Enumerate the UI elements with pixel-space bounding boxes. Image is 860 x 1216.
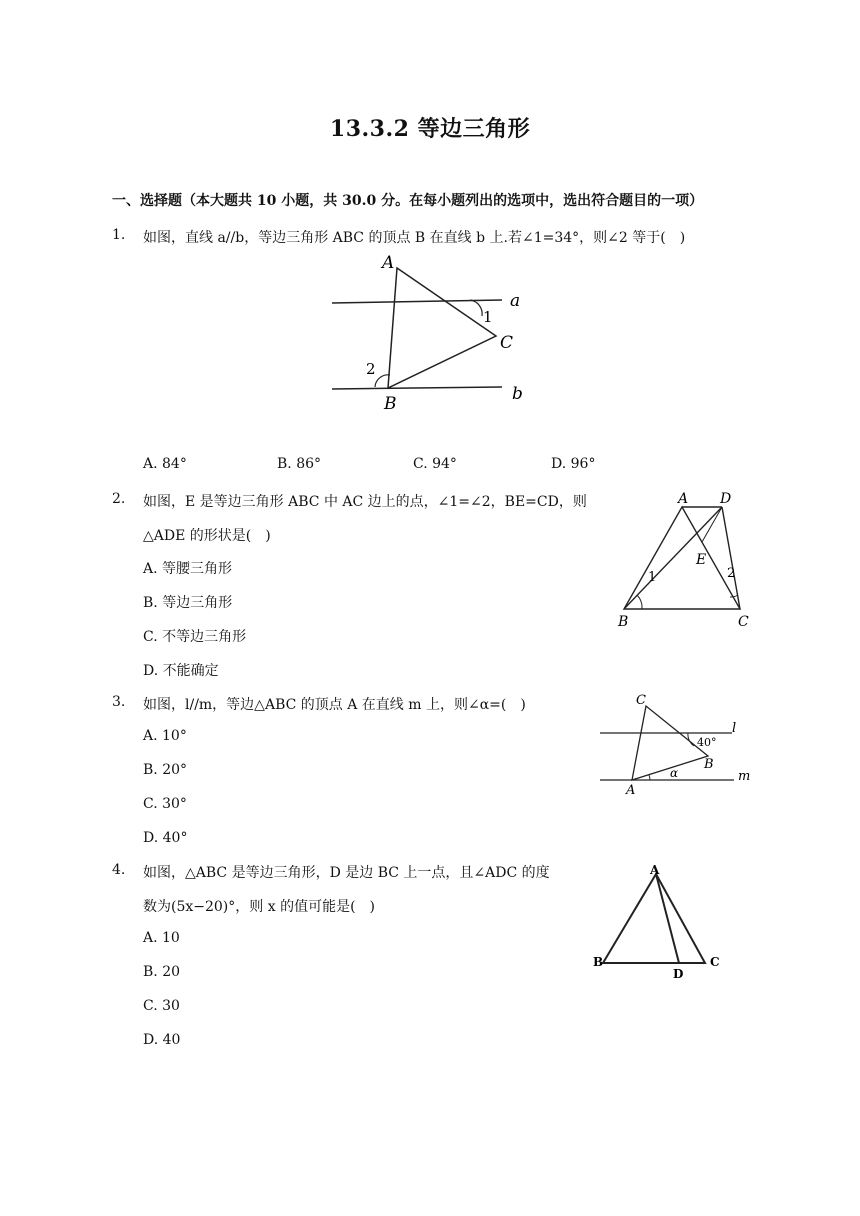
question-2-option-a[interactable]: A. 等腰三角形 [143, 561, 233, 577]
question-3-text: 如图，l//m，等边△ABC 的顶点 A 在直线 m 上，则∠α=( ) [143, 697, 526, 713]
question-3-option-b[interactable]: B. 20° [143, 762, 188, 778]
question-2-option-b[interactable]: B. 等边三角形 [143, 595, 233, 611]
question-4-option-a[interactable]: A. 10 [143, 930, 180, 946]
question-4-text-line-2: 数为(5x−20)°，则 x 的值可能是( ) [143, 899, 375, 915]
question-2-text-line-2: △ADE 的形状是( ) [143, 528, 271, 544]
label-B: B [593, 955, 604, 969]
question-4-figure [588, 860, 728, 982]
question-4-option-d[interactable]: D. 40 [143, 1032, 181, 1048]
page-title: 13.3.2 等边三角形 [329, 116, 531, 142]
triangle-abc [388, 268, 496, 388]
question-3-figure [596, 688, 760, 800]
label-l: l [732, 721, 737, 736]
triangle-abc [624, 507, 740, 609]
question-3-option-d[interactable]: D. 40° [143, 830, 188, 846]
triangle-abc [603, 874, 705, 963]
label-1: 1 [483, 308, 493, 326]
question-1-option-b[interactable]: B. 86° [277, 456, 322, 472]
label-C: C [636, 693, 646, 708]
question-4-text-line-1: 如图，△ABC 是等边三角形，D 是边 BC 上一点，且∠ADC 的度 [143, 865, 550, 881]
angle-alpha-arc [649, 775, 650, 780]
question-2-option-c[interactable]: C. 不等边三角形 [143, 629, 247, 645]
question-3-number: 3. [112, 694, 126, 710]
label-C: C [738, 614, 749, 630]
question-1-figure [320, 248, 540, 418]
question-4-option-b[interactable]: B. 20 [143, 964, 181, 980]
line-b [332, 387, 502, 389]
label-A: A [678, 491, 689, 507]
angle-2-arc [730, 595, 738, 597]
question-1-option-d[interactable]: D. 96° [551, 456, 596, 472]
question-4-number: 4. [112, 862, 126, 878]
label-A: A [626, 783, 636, 798]
label-E: E [696, 552, 707, 568]
label-b: b [512, 384, 523, 404]
question-1-number: 1. [112, 227, 126, 243]
question-4-option-c[interactable]: C. 30 [143, 998, 180, 1014]
label-alpha: α [670, 766, 679, 780]
question-1-option-a[interactable]: A. 84° [143, 456, 187, 472]
question-3-option-c[interactable]: C. 30° [143, 796, 187, 812]
label-D: D [720, 491, 732, 507]
segment-ad [656, 874, 679, 963]
section-heading: 一、选择题（本大题共 10 小题，共 30.0 分。在每小题列出的选项中，选出符合题目的一项） [112, 193, 704, 209]
question-2-number: 2. [112, 491, 126, 507]
label-m: m [738, 769, 751, 784]
question-2-option-d[interactable]: D. 不能确定 [143, 663, 219, 679]
angle-1-arc [637, 595, 642, 609]
label-2: 2 [727, 566, 736, 581]
label-a: a [510, 291, 521, 311]
question-2-figure [610, 485, 760, 633]
angle-1-arc [470, 300, 482, 316]
label-B: B [704, 757, 714, 772]
question-1-text: 如图，直线 a//b，等边三角形 ABC 的顶点 B 在直线 b 上.若∠1=34°，则∠2 等于( ) [143, 230, 686, 246]
label-B: B [618, 614, 629, 630]
question-1-option-c[interactable]: C. 94° [413, 456, 457, 472]
label-A: A [650, 863, 660, 877]
label-1: 1 [648, 570, 657, 585]
question-2-text-line-1: 如图，E 是等边三角形 ABC 中 AC 边上的点，∠1=∠2，BE=CD，则 [143, 494, 587, 510]
label-2: 2 [366, 360, 376, 378]
label-C: C [710, 955, 720, 969]
label-C: C [500, 333, 514, 353]
label-B: B [384, 394, 397, 414]
question-3-option-a[interactable]: A. 10° [143, 728, 187, 744]
label-40: 40° [697, 736, 717, 749]
label-A: A [382, 253, 395, 273]
label-D: D [673, 967, 684, 981]
